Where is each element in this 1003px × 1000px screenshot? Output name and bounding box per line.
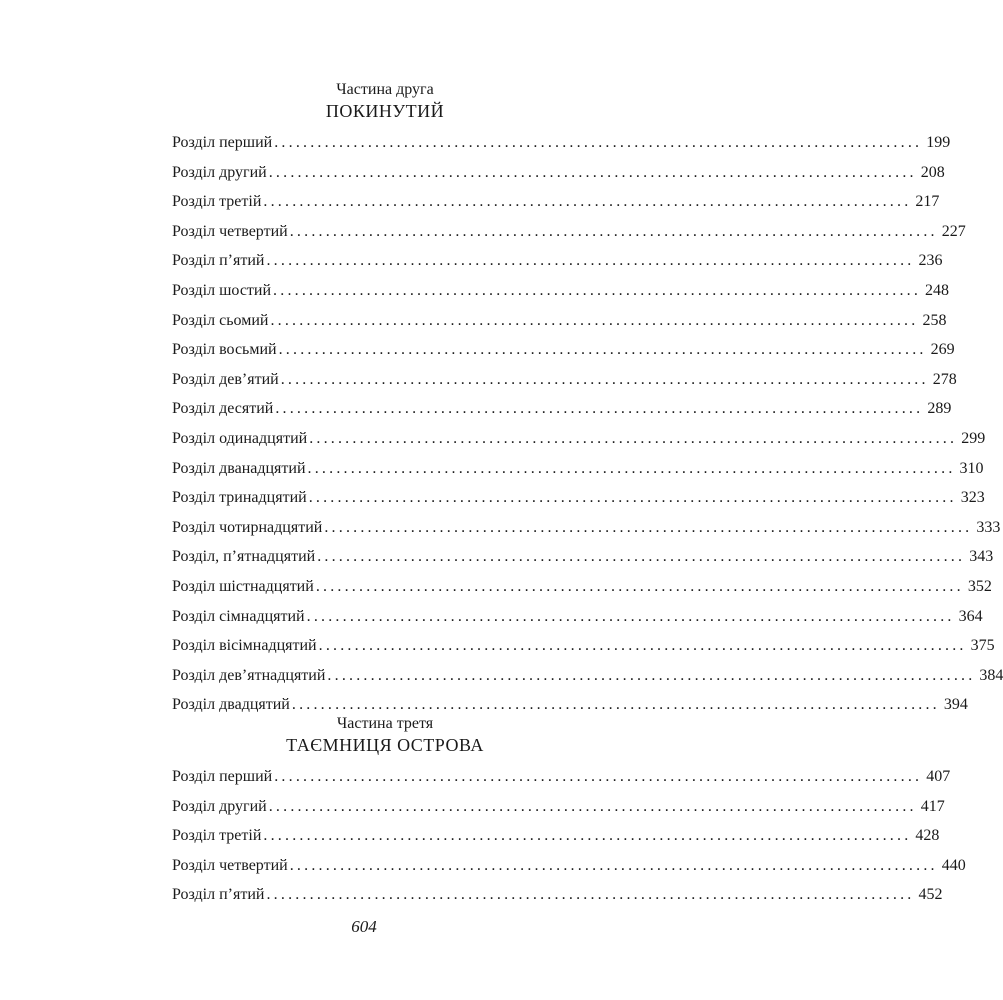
toc-entry-title: Розділ третій — [172, 827, 262, 845]
toc-entry-page: 343 — [969, 548, 994, 566]
toc-entry-page: 310 — [959, 459, 984, 477]
toc-entry — [172, 335, 955, 365]
toc-entry — [172, 128, 951, 158]
toc-entry-page: 364 — [958, 607, 983, 625]
dot-leader: .......................................................................................... — [317, 548, 966, 566]
toc-entry-title: Розділ десятий — [172, 400, 274, 418]
dot-leader: .......................................................................................... — [273, 281, 922, 299]
toc-entry-page: 278 — [932, 370, 957, 388]
toc-entry — [172, 821, 940, 851]
toc-entry-page: 208 — [920, 163, 945, 181]
toc-entry-title: Розділ другий — [172, 163, 267, 181]
dot-leader: .......................................................................................... — [268, 163, 917, 181]
toc-entry-page: 428 — [915, 827, 940, 845]
page-number: 604 — [351, 917, 377, 936]
dot-leader: .......................................................................................... — [266, 886, 915, 904]
dot-leader: .......................................................................................... — [274, 134, 923, 151]
toc-entry-page: 375 — [970, 637, 995, 655]
toc-entry — [172, 851, 966, 881]
toc-entry — [172, 424, 986, 454]
toc-entry-title: Розділ одинадцятий — [172, 429, 308, 447]
toc-entry-title: Розділ другий — [172, 797, 267, 815]
toc-entry-page: 227 — [941, 222, 966, 240]
toc-entry — [172, 158, 945, 188]
dot-leader: .......................................................................................... — [327, 666, 976, 684]
toc-entry-page: 199 — [926, 134, 951, 151]
dot-leader: .......................................................................................... — [268, 797, 917, 815]
toc-entry-title: Розділ двадцятий — [172, 696, 290, 714]
dot-leader: .......................................................................................... — [280, 370, 929, 388]
toc-entry-page: 352 — [967, 577, 992, 595]
toc-entry-title: Розділ сімнадцятий — [172, 607, 305, 625]
toc-entry-title: Розділ п’ятий — [172, 252, 265, 270]
toc-entry-page: 258 — [922, 311, 947, 329]
toc-entry-title: Розділ дев’ятий — [172, 370, 279, 388]
toc-entry-title: Розділ п’ятий — [172, 886, 265, 904]
part-label: Частина друга — [336, 81, 434, 98]
dot-leader: .......................................................................................... — [263, 193, 912, 211]
toc-entry-title: Розділ перший — [172, 134, 273, 151]
toc-entry — [172, 276, 950, 306]
part-label: Частина третя — [336, 715, 434, 732]
toc-entry-page: 333 — [976, 518, 1001, 536]
toc-entry-page: 289 — [927, 400, 952, 418]
dot-leader: .......................................................................................... — [324, 518, 973, 536]
toc-entry — [172, 246, 943, 276]
toc-entry-title: Розділ шостий — [172, 281, 272, 299]
toc-entry — [172, 602, 983, 632]
toc-entry — [172, 306, 947, 336]
dot-leader: .......................................................................................... — [289, 856, 938, 874]
toc-entry — [172, 454, 984, 484]
toc-entry-title: Розділ перший — [172, 768, 273, 785]
dot-leader: .......................................................................................... — [263, 827, 912, 845]
dot-leader: .......................................................................................... — [278, 341, 927, 359]
toc-entry-page: 452 — [918, 886, 943, 904]
toc-entry — [172, 762, 951, 792]
dot-leader: .......................................................................................... — [309, 429, 958, 447]
toc-entry-page: 236 — [918, 252, 943, 270]
toc-entry-title: Розділ восьмий — [172, 341, 277, 359]
toc-entry-title: Розділ третій — [172, 193, 262, 211]
toc-entry-page: 269 — [930, 341, 955, 359]
toc-entry-title: Розділ дванадцятий — [172, 459, 306, 477]
toc-entry — [172, 880, 943, 910]
toc-entry — [172, 187, 940, 217]
toc-list — [172, 762, 966, 910]
dot-leader: .......................................................................................... — [318, 637, 967, 655]
part-three-section — [172, 714, 966, 910]
toc-list — [172, 128, 1003, 720]
toc-entry-page: 384 — [979, 666, 1003, 684]
dot-leader: .......................................................................................... — [291, 696, 940, 714]
toc-entry — [172, 217, 966, 247]
toc-entry-title: Розділ чотирнадцятий — [172, 518, 323, 536]
toc-entry-page: 299 — [961, 429, 986, 447]
toc-entry — [172, 631, 995, 661]
toc-entry — [172, 365, 957, 395]
toc-entry-title: Розділ дев’ятнадцятий — [172, 666, 326, 684]
dot-leader: .......................................................................................... — [266, 252, 915, 270]
toc-entry-page: 248 — [925, 281, 950, 299]
dot-leader: .......................................................................................... — [289, 222, 938, 240]
dot-leader: .......................................................................................... — [306, 607, 955, 625]
toc-entry-title: Розділ тринадцятий — [172, 489, 307, 507]
toc-entry-title: Розділ четвертий — [172, 856, 288, 874]
toc-entry-title: Розділ вісімнадцятий — [172, 637, 317, 655]
toc-entry-title: Розділ шістнадцятий — [172, 577, 314, 595]
toc-entry — [172, 394, 952, 424]
part-two-section — [172, 80, 1003, 720]
toc-entry — [172, 572, 992, 602]
toc-entry-title: Розділ, п’ятнадцятий — [172, 548, 316, 566]
toc-entry-title: Розділ четвертий — [172, 222, 288, 240]
toc-entry-title: Розділ сьомий — [172, 311, 269, 329]
toc-entry — [172, 661, 1003, 691]
toc-entry-page: 417 — [920, 797, 945, 815]
toc-entry — [172, 483, 985, 513]
toc-entry-page: 440 — [941, 856, 966, 874]
dot-leader: .......................................................................................... — [275, 400, 924, 418]
dot-leader: .......................................................................................... — [270, 311, 919, 329]
part-title: ТАЄМНИЦЯ ОСТРОВА — [286, 735, 484, 755]
dot-leader: .......................................................................................... — [307, 459, 956, 477]
toc-entry-page: 217 — [915, 193, 940, 211]
toc-entry-page: 407 — [926, 768, 951, 785]
part-title: ПОКИНУТИЙ — [325, 101, 445, 121]
toc-entry — [172, 792, 945, 822]
dot-leader: .......................................................................................... — [308, 489, 957, 507]
toc-entry-page: 323 — [960, 489, 985, 507]
dot-leader: .......................................................................................... — [315, 577, 964, 595]
toc-entry — [172, 513, 1001, 543]
toc-entry-page: 394 — [943, 696, 968, 714]
toc-entry — [172, 542, 994, 572]
dot-leader: .......................................................................................... — [274, 768, 923, 785]
